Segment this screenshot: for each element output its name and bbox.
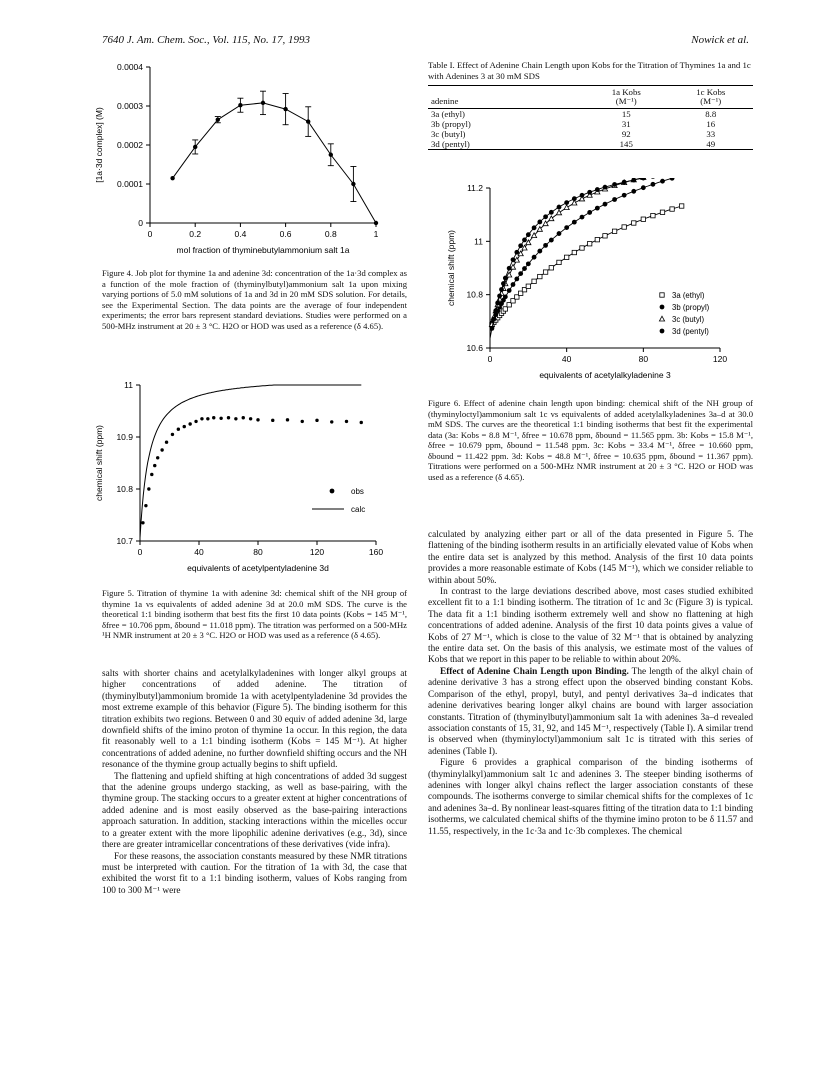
data-point — [622, 193, 627, 198]
data-point — [315, 419, 318, 422]
data-point — [532, 279, 536, 283]
data-point — [227, 416, 230, 419]
data-point — [557, 205, 562, 210]
data-point — [183, 425, 186, 428]
data-point — [206, 417, 209, 420]
table-row: 3c (butyl) 92 33 — [431, 129, 716, 139]
y-tick-label: 0.0004 — [117, 62, 143, 72]
data-point — [522, 266, 527, 271]
data-point — [631, 189, 636, 194]
isotherm-curve — [490, 206, 682, 327]
figure-6-chart — [428, 178, 758, 390]
data-point — [564, 225, 569, 230]
data-point — [499, 287, 504, 292]
data-point — [491, 317, 496, 322]
data-point — [171, 433, 174, 436]
left-paragraph-1: salts with shorter chains and acetylalkyladenines with longer alkyl groups at higher concentrations of added adenine. The titration of (thyminylbutyl)ammonium bromide 1a with acetylpentyladenine 3d provides the most extreme example of this behavior (Figure 5). The binding isotherm for this titration exhibits two regions. Between 0 and 30 equiv of added adenine 3d, large downfield shifts of the imino proton of thymine 1a occur. In this region, the data fit reasonably well to a 1:1 binding isotherm (Kobs = 145 M⁻¹). At higher concentrations of added adenine, no further downfield shifting occurs and the NH resonance of the thymine group actually begins to shift upfield. — [102, 669, 407, 771]
data-point — [193, 145, 197, 149]
x-tick-label: 0 — [137, 547, 143, 557]
data-point — [660, 210, 664, 214]
data-point — [549, 238, 554, 243]
legend-label: 3a (ethyl) — [672, 291, 705, 300]
data-point — [522, 237, 527, 242]
x-tick-label: 80 — [253, 547, 263, 557]
running-header-left: 7640 J. Am. Chem. Soc., Vol. 115, No. 17, 1993 — [102, 34, 310, 46]
data-point — [306, 119, 310, 123]
data-point — [141, 521, 144, 524]
data-point — [514, 250, 519, 255]
data-point — [165, 441, 168, 444]
data-point — [532, 255, 537, 260]
data-point — [679, 204, 683, 208]
data-point — [238, 103, 242, 107]
x-tick-label: 1 — [373, 229, 379, 239]
table-1 — [428, 85, 753, 150]
y-tick-label: 0.0002 — [117, 140, 143, 150]
data-point — [549, 216, 554, 221]
data-point — [256, 418, 259, 421]
x-tick-label: 0.6 — [279, 229, 292, 239]
data-point — [503, 276, 508, 281]
figure-6-caption: Figure 6. Effect of adenine chain length upon binding: chemical shift of the NH group of (thyminyloctyl)ammonium salt 1c vs equivalents of added acetylalkyladenines 3a–d at 30.0 mM SDS. The curves are the theoretical 1:1 binding isotherms that best fit the experimental data (3a: Kobs = 8.8 M⁻¹, δfree = 10.678 ppm, δbound = 11.565 ppm. 3b: Kobs = 15.8 M⁻¹, δfree = 10.679 ppm, δbound = 11.548 ppm. 3c: Kobs = 33.4 M⁻¹, δfree = 10.660 ppm, δbound = 11.422 ppm. 3d: Kobs = 48.8 M⁻¹, δfree = 10.635 ppm, δbound = 11.367 ppm). Titrations were performed on a 500-MHz NMR instrument at 20 ± 3 °C. H2O or HOD was used as a reference (δ 4.65). — [428, 398, 753, 482]
data-point — [557, 231, 562, 236]
data-point — [549, 266, 553, 270]
data-point — [329, 153, 333, 157]
right-column-text — [428, 530, 753, 838]
x-tick-label: 0.8 — [324, 229, 337, 239]
data-point — [507, 288, 512, 293]
data-point — [587, 190, 592, 195]
y-tick-label: 11.2 — [467, 183, 483, 193]
right-paragraph-2: In contrast to the large deviations described above, most cases studied exhibited excellent fit to a 1:1 binding isotherm. The titration of 1c and 3c (Figure 3) is typical. The data fit a 1:1 binding isotherm extremely well and show no flattening at high concentrations of added adenine. Analysis of the first 10 data points gives a value of Kobs of 27 M⁻¹, which is close to the value of 32 M⁻¹ that is obtained by analyzing the entire data set. On the basis of this analysis, we estimate most of the values of Kobs that we report in this paper to be reliable to within about 20%. — [428, 587, 753, 666]
data-point — [351, 182, 355, 186]
figure-5-caption: Figure 5. Titration of thymine 1a with adenine 3d: chemical shift of the NH group of thymine 1a vs equivalents of added adenine 3d at 20.0 mM SDS. The curve is the theoretical 1:1 binding isotherm that best fits the first 10 data points (Kobs = 145 M⁻¹, δfree = 10.706 ppm, δbound = 11.018 ppm). The titration was performed on a 500-MHz ¹H NMR instrument at 20 ± 3 °C. H2O or HOD was used as a reference (δ 4.65). — [102, 588, 407, 640]
data-point — [170, 176, 174, 180]
legend-marker-obs — [330, 489, 335, 494]
data-point — [632, 221, 636, 225]
data-point — [249, 417, 252, 420]
y-axis-title: chemical shift (ppm) — [94, 424, 104, 502]
data-point — [537, 220, 542, 225]
y-tick-label: 0 — [138, 218, 143, 228]
data-point — [660, 293, 664, 297]
data-point — [160, 448, 163, 451]
y-tick-label: 0.0001 — [117, 179, 143, 189]
legend-label: 3d (pentyl) — [672, 327, 709, 336]
data-point — [526, 261, 531, 266]
data-point — [603, 202, 608, 207]
data-point — [659, 316, 664, 321]
x-tick-label: 160 — [368, 547, 384, 557]
data-point — [660, 329, 665, 334]
data-point — [219, 417, 222, 420]
figure-5-chart — [88, 375, 398, 590]
data-point — [271, 419, 274, 422]
data-point — [177, 428, 180, 431]
data-point — [497, 294, 502, 299]
data-point — [641, 217, 645, 221]
y-tick-label: 11 — [124, 380, 133, 390]
data-point — [360, 421, 363, 424]
data-point — [261, 101, 265, 105]
data-point — [612, 197, 617, 202]
data-point — [595, 187, 600, 192]
data-point — [557, 260, 561, 264]
running-header-right: Nowick et al. — [691, 34, 749, 46]
x-tick-label: 80 — [638, 354, 649, 364]
data-point — [212, 416, 215, 419]
data-point — [564, 255, 568, 259]
table-1-title: Table I. Effect of Adenine Chain Length upon Kobs for the Titration of Thymines 1a and 1c with Adenines 3 at 30 mM SDS — [428, 60, 751, 81]
isotherm-curve — [490, 178, 682, 339]
data-point — [564, 205, 569, 210]
calc-curve — [140, 385, 361, 538]
data-point — [538, 274, 542, 278]
data-point — [147, 487, 150, 490]
x-tick-label: 0 — [147, 229, 153, 239]
data-point — [612, 229, 616, 233]
data-point — [493, 308, 498, 313]
data-point — [595, 206, 600, 211]
data-point — [507, 266, 512, 271]
data-line — [173, 103, 376, 223]
data-point — [532, 225, 537, 230]
data-point — [651, 213, 655, 217]
data-point — [242, 416, 245, 419]
data-point — [526, 284, 530, 288]
legend-label-calc: calc — [351, 505, 366, 514]
y-tick-label: 10.9 — [116, 432, 133, 442]
data-point — [660, 179, 665, 184]
right-paragraph-3: Effect of Adenine Chain Length upon Binding. The length of the alkyl chain of adenine derivative 3 has a strong effect upon the observed binding constant Kobs. Comparison of the ethyl, propyl, butyl, and pentyl derivatives 3a–d indicates that adenine derivatives bearing longer alkyl chains are bound with larger association constants. Titration of (thyminylbutyl)ammonium salt 1a with adenines 3a–d revealed association constants of 15, 31, 92, and 145 M⁻¹, respectively (Table I). A similar trend is observed when (thyminyloctyl)ammonium salt 1c is titrated with this series of adenines (Table I). — [428, 666, 753, 757]
x-axis-title: equivalents of acetylalkyladenine 3 — [539, 370, 671, 380]
figure-4-chart — [88, 55, 398, 270]
table-row: 3a (ethyl) 15 8.8 — [431, 109, 717, 119]
data-point — [216, 117, 220, 121]
data-point — [537, 249, 542, 254]
data-point — [572, 220, 577, 225]
data-point — [495, 301, 500, 306]
x-tick-label: 120 — [309, 547, 325, 557]
data-point — [526, 232, 531, 237]
right-paragraph-4: Figure 6 provides a graphical comparison of the binding isotherms of (thyminylalkyl)ammonium salt 1c and adenines 3. The steeper binding isotherms of adenines with longer alkyl chains reflect the larger association constants of these compounds. The isotherms converge to similar chemical shifts for the complexes of 1c and adenines 3a–d. By nonlinear least-squares fitting of the titration data to 1:1 binding isotherms, we calculated chemical shifts of the thymine imino proton to be δ 11.57 and 11.55, respectively, in the 1c·3a and 1c·3b complexes. The chemical — [428, 758, 753, 837]
x-tick-label: 0 — [487, 354, 493, 364]
y-tick-label: 0.0003 — [117, 101, 143, 111]
data-point — [490, 326, 495, 331]
data-point — [572, 196, 577, 201]
y-axis-title: chemical shift (ppm) — [446, 229, 456, 307]
data-point — [670, 207, 674, 211]
data-point — [543, 270, 547, 274]
data-point — [564, 200, 569, 205]
x-tick-label: 0.4 — [234, 229, 247, 239]
data-point — [374, 221, 378, 225]
table-row: 3b (propyl) 31 16 — [431, 119, 716, 129]
data-point — [330, 420, 333, 423]
data-point — [587, 242, 591, 246]
data-point — [580, 193, 585, 198]
left-column-text — [102, 669, 407, 897]
data-point — [641, 178, 646, 180]
y-axis-title: [1a·3d complex] (M) — [94, 107, 104, 183]
data-point — [651, 182, 656, 187]
data-point — [622, 180, 627, 185]
data-point — [286, 418, 289, 421]
table-row: 3d (pentyl) 145 49 — [431, 139, 716, 149]
x-tick-label: 0.2 — [189, 229, 202, 239]
data-point — [511, 257, 516, 262]
data-point — [153, 464, 156, 467]
y-tick-label: 11 — [474, 236, 483, 247]
data-point — [612, 182, 617, 187]
data-point — [572, 250, 576, 254]
y-tick-label: 10.8 — [116, 484, 133, 494]
data-point — [518, 243, 523, 248]
data-point — [501, 281, 506, 286]
x-axis-title: mol fraction of thyminebutylammonium salt 1a — [176, 245, 350, 255]
data-point — [580, 246, 584, 250]
data-point — [345, 420, 348, 423]
x-axis-title: equivalents of acetylpentyladenine 3d — [187, 563, 329, 573]
data-point — [301, 420, 304, 423]
data-point — [511, 282, 516, 287]
y-tick-label: 10.7 — [116, 536, 133, 546]
data-point — [651, 178, 656, 179]
x-tick-label: 40 — [561, 354, 572, 364]
y-tick-label: 10.8 — [466, 289, 483, 300]
data-point — [603, 234, 607, 238]
data-point — [144, 504, 147, 507]
x-tick-label: 120 — [712, 354, 728, 364]
data-point — [283, 107, 287, 111]
data-point — [587, 210, 592, 215]
data-point — [156, 456, 159, 459]
data-point — [622, 225, 626, 229]
x-tick-label: 40 — [194, 547, 204, 557]
data-point — [543, 214, 548, 219]
y-tick-label: 10.6 — [466, 343, 483, 353]
data-point — [234, 417, 237, 420]
data-point — [200, 417, 203, 420]
data-point — [595, 237, 599, 241]
table-1-header-1a: 1a Kobs (M⁻¹) — [584, 86, 669, 109]
section-heading: Effect of Adenine Chain Length upon Binding. — [440, 666, 629, 677]
data-point — [543, 243, 548, 248]
right-paragraph-1: calculated by analyzing either part or all of the data presented in Figure 5. The flattening of the binding isotherm results in an artificially elevated value of Kobs when the entire data set is analyzed by this method. Analysis of the first 10 data points provides a more reasonable estimate of Kobs (145 M⁻¹), which we consider reliable to within about 50%. — [428, 530, 753, 586]
table-1-header-adenine: adenine — [428, 86, 584, 109]
figure-4-caption: Figure 4. Job plot for thymine 1a and adenine 3d: concentration of the 1a·3d complex as a function of the mole fraction of (thyminylbutyl)ammonium salt 1a upon mixing varying portions of 5.0 mM solutions of 1a and 3d in 20 mM SDS solution. For details, see the Experimental Section. The data points are the average of four independent experiments; the error bars represent standard deviations. Studies were performed on a 500-MHz instrument at 20 ± 3 °C. H2O or HOD was used as a reference (δ 4.65). — [102, 268, 407, 331]
legend-label: 3b (propyl) — [672, 303, 710, 312]
legend-label: 3c (butyl) — [672, 315, 705, 324]
data-point — [556, 210, 561, 215]
data-point — [150, 473, 153, 476]
data-point — [580, 215, 585, 220]
data-point — [660, 305, 665, 310]
data-point — [194, 420, 197, 423]
data-point — [670, 178, 675, 181]
data-point — [549, 210, 554, 215]
data-point — [603, 185, 608, 190]
legend-label-obs: obs — [351, 487, 364, 496]
table-1-header-1c: 1c Kobs (M⁻¹) — [669, 86, 754, 109]
left-paragraph-3: For these reasons, the association constants measured by these NMR titrations must be interpreted with caution. For the titration of 1a with 3d, the case that exhibited the worst fit to a 1:1 binding isotherm, values of Kobs ranging from 100 to 300 M⁻¹ were — [102, 851, 407, 896]
data-point — [514, 276, 519, 281]
left-paragraph-2: The flattening and upfield shifting at high concentrations of added 3d suggest that the adenine groups undergo stacking, as well as base-pairing, with the thymine group. The stacking occurs to a greater extent at higher concentrations of added adenine and is most easily observed as the base-pairing interactions approach saturation. In addition, stacking interactions within the micelles occur to a greater extent with the more lipophilic adenine derivatives (e.g., 3d), since there are greater intramicellar concentrations of these derivatives (vide infra). — [102, 771, 407, 851]
data-point — [188, 422, 191, 425]
data-point — [518, 271, 523, 276]
data-point — [641, 185, 646, 190]
